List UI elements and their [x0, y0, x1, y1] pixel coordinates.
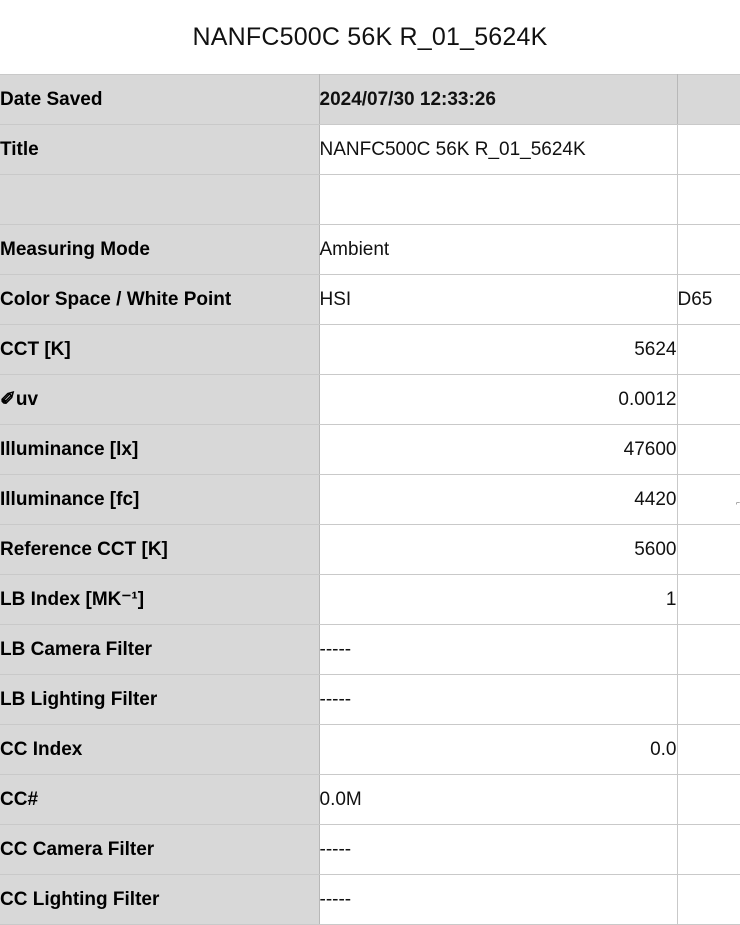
row-extra [677, 75, 740, 125]
row-label: CCT [K] [0, 325, 319, 375]
table-row [0, 75, 740, 125]
row-value: 5600 [319, 525, 677, 575]
measurement-table-body [0, 75, 740, 925]
row-label: Reference CCT [K] [0, 525, 319, 575]
row-label: ✐uv [0, 375, 319, 425]
row-value: ----- [319, 825, 677, 875]
table-row [0, 875, 740, 925]
row-value: ----- [319, 875, 677, 925]
table-row [0, 325, 740, 375]
row-value: ----- [319, 625, 677, 675]
table-row [0, 625, 740, 675]
row-extra [677, 725, 740, 775]
table-row [0, 375, 740, 425]
row-label: CC Lighting Filter [0, 875, 319, 925]
row-value: 0.0M [319, 775, 677, 825]
row-label: Date Saved [0, 75, 319, 125]
table-row [0, 575, 740, 625]
row-extra [677, 125, 740, 175]
row-label: Illuminance [fc] [0, 475, 319, 525]
row-value: Ambient [319, 225, 677, 275]
page-title: NANFC500C 56K R_01_5624K [192, 23, 547, 52]
row-value: ----- [319, 675, 677, 725]
row-value: HSI [319, 275, 677, 325]
row-extra [677, 875, 740, 925]
table-row [0, 525, 740, 575]
table-row [0, 125, 740, 175]
row-label: Measuring Mode [0, 225, 319, 275]
row-value: 1 [319, 575, 677, 625]
measurement-table [0, 74, 740, 925]
row-extra [677, 625, 740, 675]
row-extra [677, 475, 740, 525]
table-row [0, 275, 740, 325]
row-label: LB Camera Filter [0, 625, 319, 675]
row-label: Title [0, 125, 319, 175]
row-label: LB Lighting Filter [0, 675, 319, 725]
row-value [319, 175, 677, 225]
row-label: Illuminance [lx] [0, 425, 319, 475]
edge-marker-icon: ⌐ [678, 500, 740, 507]
table-row [0, 475, 740, 525]
row-extra [677, 375, 740, 425]
row-extra [677, 825, 740, 875]
row-label [0, 175, 319, 225]
row-label: CC Index [0, 725, 319, 775]
title-bar [0, 0, 740, 74]
row-extra [677, 575, 740, 625]
table-row [0, 825, 740, 875]
table-row [0, 425, 740, 475]
row-value: NANFC500C 56K R_01_5624K [319, 125, 677, 175]
table-row [0, 225, 740, 275]
row-label: Color Space / White Point [0, 275, 319, 325]
row-extra [677, 525, 740, 575]
row-extra [677, 775, 740, 825]
row-value: 47600 [319, 425, 677, 475]
table-row [0, 675, 740, 725]
row-value: 5624 [319, 325, 677, 375]
table-row [0, 175, 740, 225]
row-label: LB Index [MK⁻¹] [0, 575, 319, 625]
row-extra [677, 425, 740, 475]
row-extra: D65 [677, 275, 740, 325]
row-label: CC# [0, 775, 319, 825]
row-label: CC Camera Filter [0, 825, 319, 875]
table-row [0, 775, 740, 825]
row-extra [677, 175, 740, 225]
row-extra [677, 225, 740, 275]
row-value: 0.0012 [319, 375, 677, 425]
row-extra [677, 675, 740, 725]
table-row [0, 725, 740, 775]
row-value: 0.0 [319, 725, 677, 775]
row-extra [677, 325, 740, 375]
row-value: 2024/07/30 12:33:26 [319, 75, 677, 125]
row-value: 4420 [319, 475, 677, 525]
